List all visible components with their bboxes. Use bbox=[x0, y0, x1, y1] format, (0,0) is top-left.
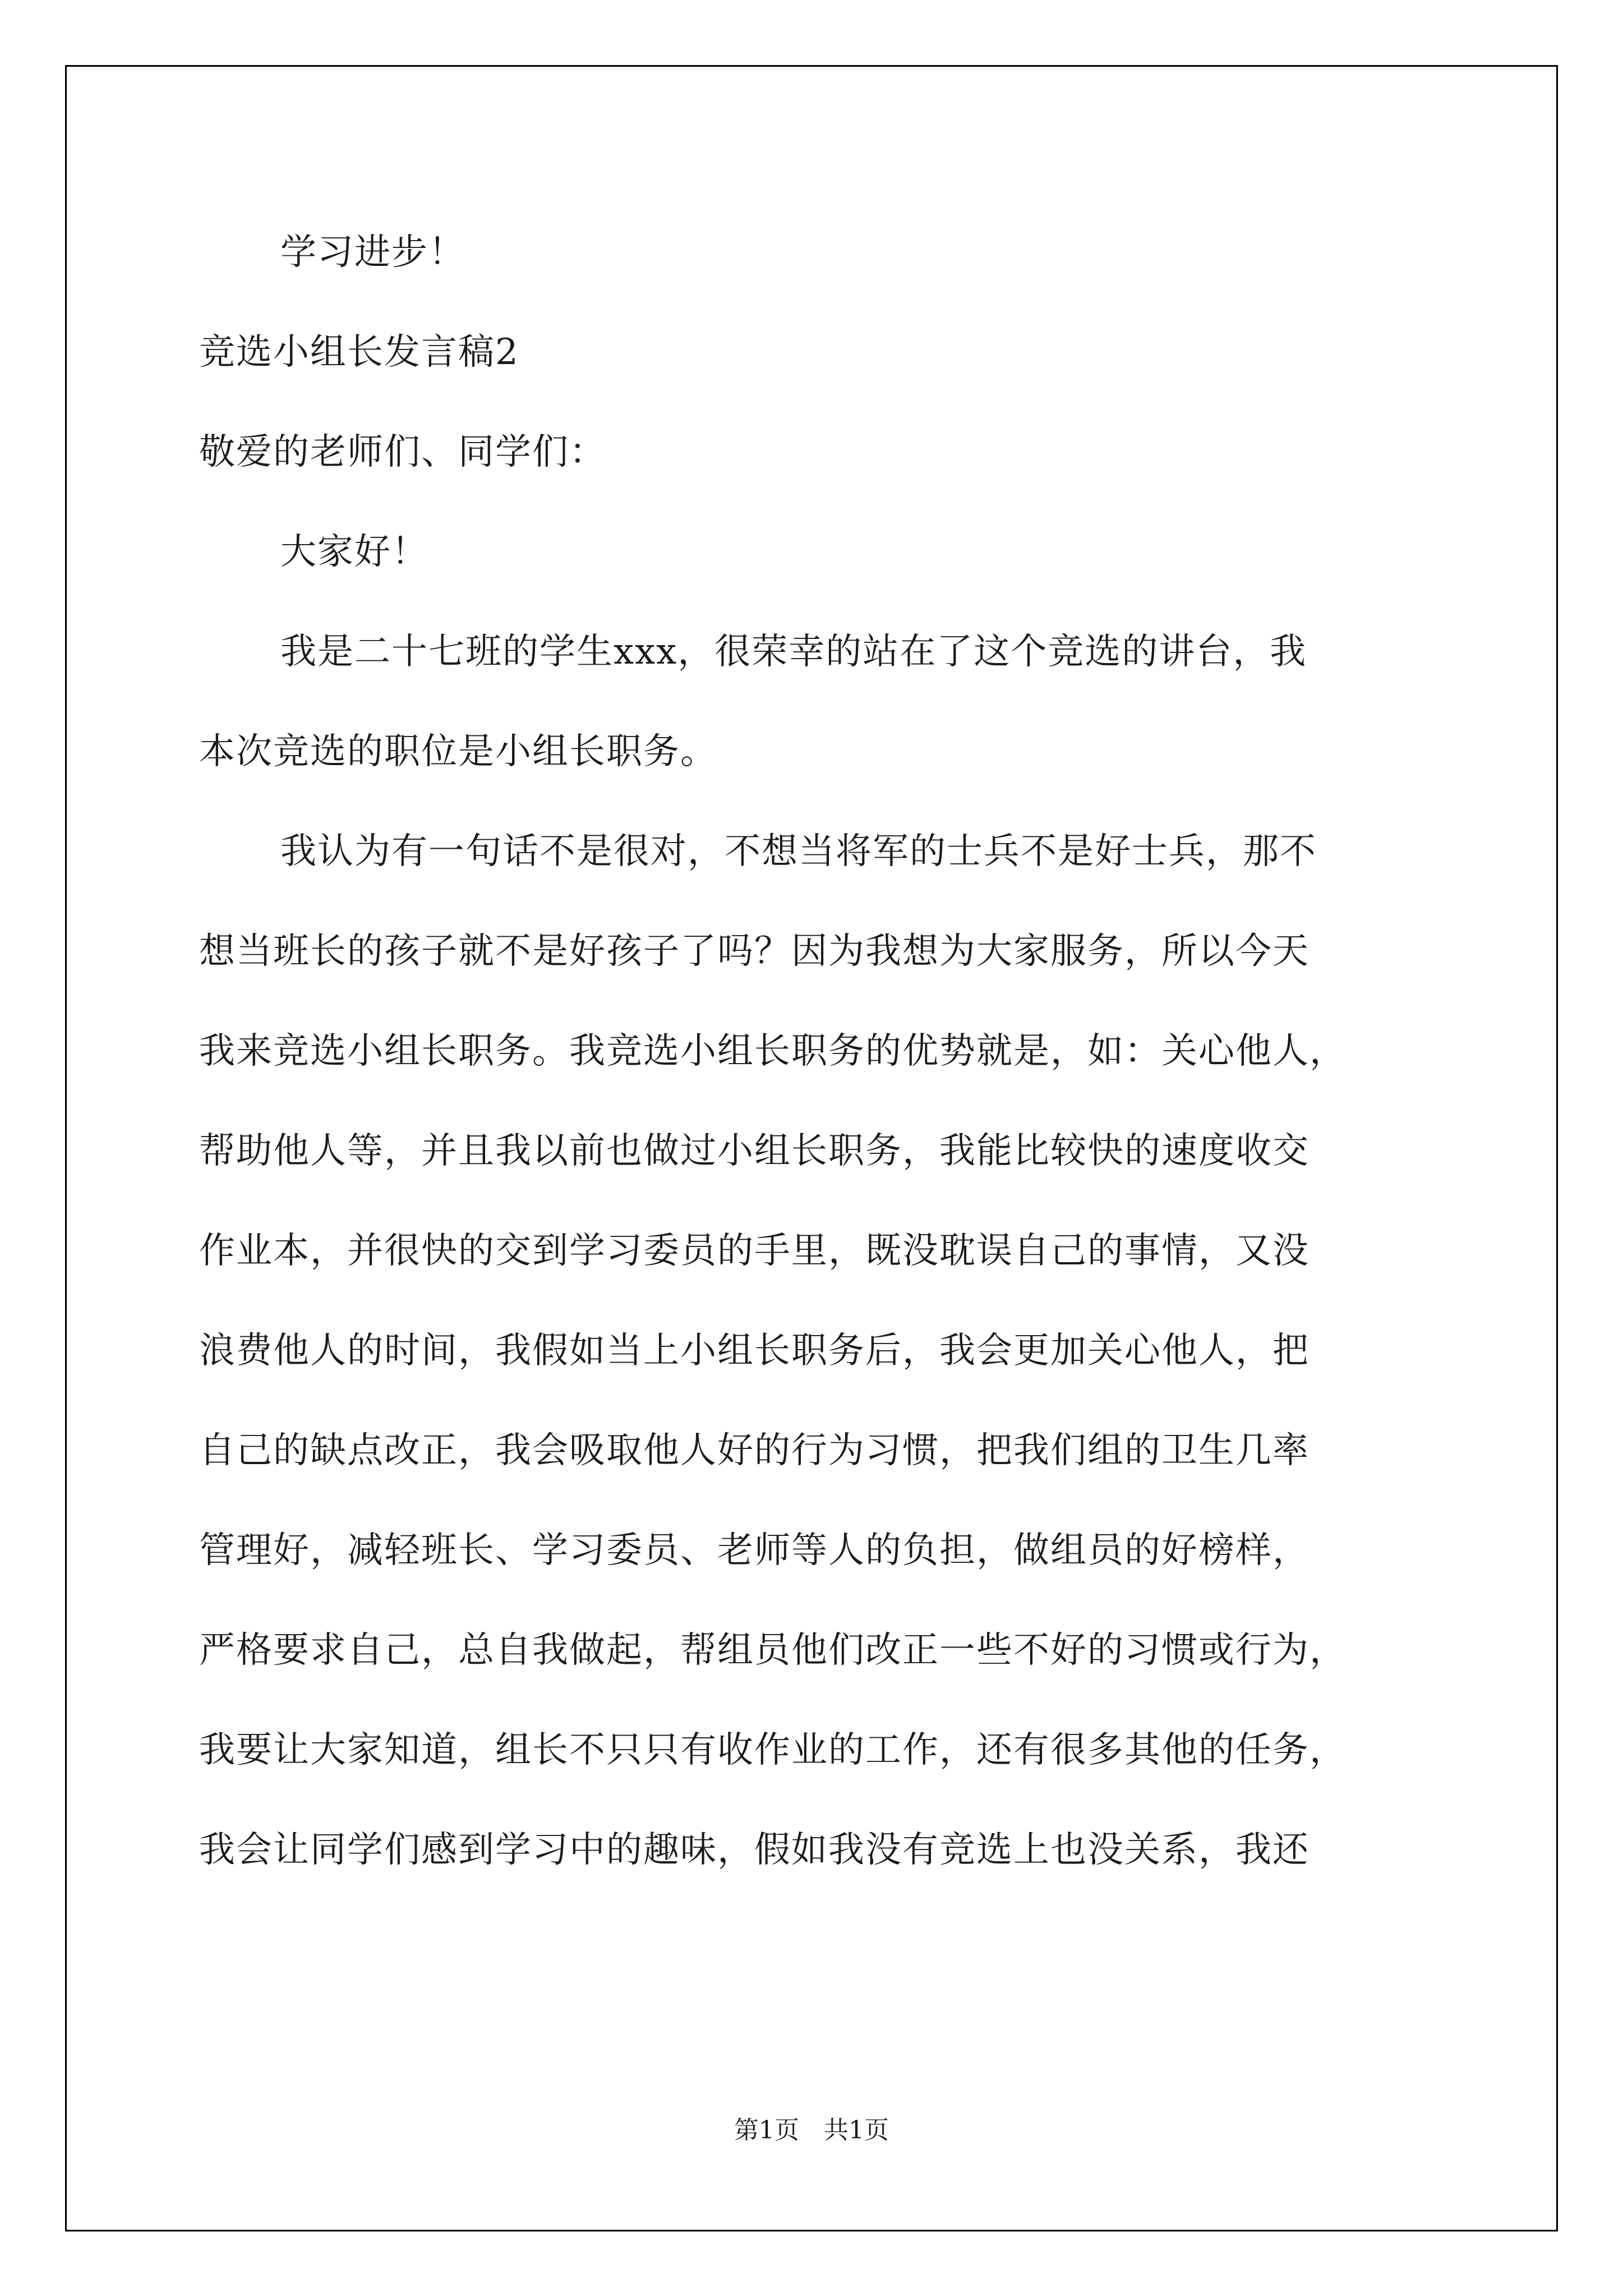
salutation: 敬爱的老师们、同学们： bbox=[199, 431, 606, 473]
paragraph-line: 我要让大家知道，组长不只只有收作业的工作，还有很多其他的任务， bbox=[199, 1729, 1347, 1771]
greeting: 大家好！ bbox=[280, 531, 428, 573]
page-number: 第1页 共1页 bbox=[734, 2116, 889, 2145]
paragraph-line: 严格要求自己，总自我做起，帮组员他们改正一些不好的习惯或行为， bbox=[199, 1630, 1347, 1671]
section-heading: 竞选小组长发言稿2 bbox=[199, 332, 519, 373]
paragraph-line: 想当班长的孩子就不是好孩子了吗？因为我想为大家服务，所以今天 bbox=[199, 931, 1310, 972]
paragraph-line: 管理好，减轻班长、学习委员、老师等人的负担，做组员的好榜样， bbox=[199, 1530, 1310, 1571]
paragraph-line: 作业本，并很快的交到学习委员的手里，既没耽误自己的事情，又没 bbox=[199, 1230, 1310, 1272]
paragraph-line: 帮助他人等，并且我以前也做过小组长职务，我能比较快的速度收交 bbox=[199, 1130, 1310, 1172]
paragraph-line: 本次竞选的职位是小组长职务。 bbox=[199, 731, 717, 772]
paragraph-line: 我会让同学们感到学习中的趣味，假如我没有竞选上也没关系，我还 bbox=[199, 1829, 1310, 1871]
paragraph-line: 我认为有一句话不是很对，不想当将军的士兵不是好士兵，那不 bbox=[280, 831, 1317, 872]
paragraph-line: 我来竞选小组长职务。我竞选小组长职务的优势就是，如：关心他人， bbox=[199, 1030, 1347, 1072]
paragraph-line: 我是二十七班的学生xxx，很荣幸的站在了这个竞选的讲台，我 bbox=[280, 631, 1307, 673]
text-line: 学习进步！ bbox=[280, 232, 465, 273]
paragraph-line: 自己的缺点改正，我会吸取他人好的行为习惯，把我们组的卫生几率 bbox=[199, 1430, 1310, 1471]
paragraph-line: 浪费他人的时间，我假如当上小组长职务后，我会更加关心他人，把 bbox=[199, 1330, 1310, 1372]
